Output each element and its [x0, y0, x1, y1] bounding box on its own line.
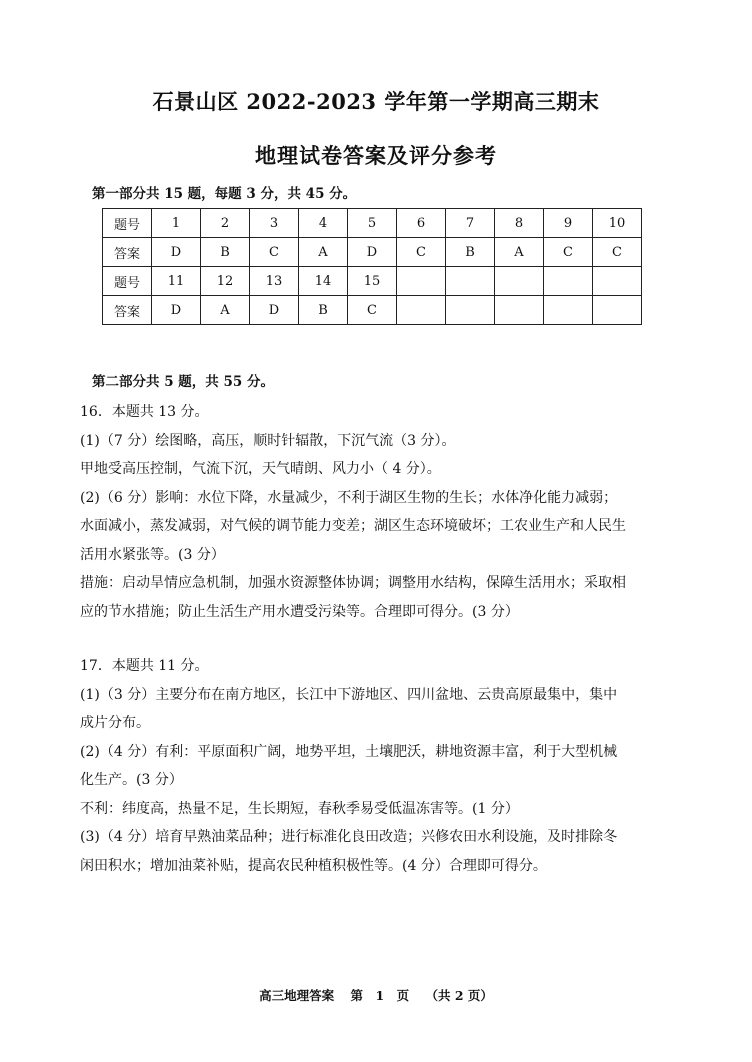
table-row — [103, 267, 642, 296]
q16-line: 甲地受高压控制，气流下沉，天气晴朗、风力小（ 4 分）。 — [80, 461, 441, 477]
table-cell: A — [495, 238, 544, 267]
table-cell — [593, 296, 642, 325]
table-cell: 4 — [299, 209, 348, 238]
page-subtitle: 地理试卷答案及评分参考 — [255, 143, 497, 168]
q17-line: (2)（4 分）有利：平原面积广阔，地势平坦，土壤肥沃，耕地资源丰富，利于大型机械 — [80, 743, 618, 760]
table-cell: 1 — [152, 209, 201, 238]
table-cell: 答案 — [103, 296, 152, 325]
part1-heading: 第一部分共 15 题，每题 3 分，共 45 分。 — [92, 186, 357, 202]
q17-line: 化生产。(3 分） — [80, 772, 183, 788]
table-cell: 14 — [299, 267, 348, 296]
table-cell — [495, 267, 544, 296]
table-cell: D — [152, 238, 201, 267]
q16-line: 水面减小，蒸发减弱，对气候的调节能力变差；湖区生态环境破坏；工农业生产和人民生 — [80, 518, 626, 534]
table-cell: 5 — [348, 209, 397, 238]
table-cell: A — [299, 238, 348, 267]
q16-line: 措施：启动旱情应急机制，加强水资源整体协调；调整用水结构，保障生活用水；采取相 — [80, 575, 626, 591]
table-row — [103, 296, 642, 325]
q17-heading: 17．本题共 11 分。 — [80, 658, 209, 674]
q17-line: 不利：纬度高，热量不足，生长期短，春秋季易受低温冻害等。(1 分） — [80, 800, 519, 817]
table-cell: 8 — [495, 209, 544, 238]
q17-line: (1)（3 分）主要分布在南方地区，长江中下游地区、四川盆地、云贵高原最集中，集中 — [80, 686, 618, 703]
footer-subject: 高三地理答案 — [259, 988, 335, 1003]
table-cell: B — [446, 238, 495, 267]
table-cell — [593, 267, 642, 296]
table-cell: D — [250, 296, 299, 325]
table-cell — [544, 267, 593, 296]
footer-total-pages: （共 2 页） — [425, 988, 493, 1003]
part2-heading: 第二部分共 5 题，共 55 分。 — [92, 374, 274, 390]
table-cell: B — [299, 296, 348, 325]
q16-line: 活用水紧张等。(3 分） — [80, 546, 225, 563]
q17-line: 闲田积水；增加油菜补贴，提高农民种植积极性等。(4 分）合理即可得分。 — [80, 857, 547, 874]
table-cell: 2 — [201, 209, 250, 238]
table-cell: 答案 — [103, 238, 152, 267]
table-cell: A — [201, 296, 250, 325]
q17-line: 成片分布。 — [80, 715, 150, 731]
q16-line: (1)（7 分）绘图略，高压，顺时针辐散，下沉气流（3 分）。 — [80, 432, 456, 449]
page-footer — [0, 986, 752, 1004]
table-cell: 题号 — [103, 209, 152, 238]
table-row — [103, 238, 642, 267]
table-cell: C — [397, 238, 446, 267]
table-cell: 6 — [397, 209, 446, 238]
table-cell: 12 — [201, 267, 250, 296]
table-row — [103, 209, 642, 238]
table-cell: 9 — [544, 209, 593, 238]
table-cell: 3 — [250, 209, 299, 238]
table-cell — [495, 296, 544, 325]
table-cell: 13 — [250, 267, 299, 296]
question-17-block — [80, 652, 680, 880]
answer-table — [102, 208, 642, 325]
table-cell: C — [250, 238, 299, 267]
question-16-block — [80, 398, 680, 626]
q17-line: (3)（4 分）培育早熟油菜品种；进行标准化良田改造；兴修农田水利设施，及时排除冬 — [80, 829, 618, 845]
q16-line: (2)（6 分）影响：水位下降，水量减少，不利于湖区生物的生长；水体净化能力减弱； — [80, 489, 618, 506]
table-cell — [397, 296, 446, 325]
table-cell — [397, 267, 446, 296]
table-cell: D — [152, 296, 201, 325]
table-cell: 10 — [593, 209, 642, 238]
q16-line: 应的节水措施；防止生活生产用水遭受污染等。合理即可得分。(3 分） — [80, 603, 519, 620]
table-cell: D — [348, 238, 397, 267]
table-cell — [446, 267, 495, 296]
table-cell: 题号 — [103, 267, 152, 296]
table-cell: 15 — [348, 267, 397, 296]
q16-heading: 16．本题共 13 分。 — [80, 404, 209, 420]
table-cell: C — [348, 296, 397, 325]
table-cell: 11 — [152, 267, 201, 296]
page-title: 石景山区 2022-2023 学年第一学期高三期末 — [152, 89, 600, 114]
table-cell: 7 — [446, 209, 495, 238]
table-cell — [544, 296, 593, 325]
table-cell — [446, 296, 495, 325]
table-cell: C — [593, 238, 642, 267]
footer-page-number: 第 1 页 — [350, 988, 410, 1003]
table-cell: C — [544, 238, 593, 267]
table-cell: B — [201, 238, 250, 267]
